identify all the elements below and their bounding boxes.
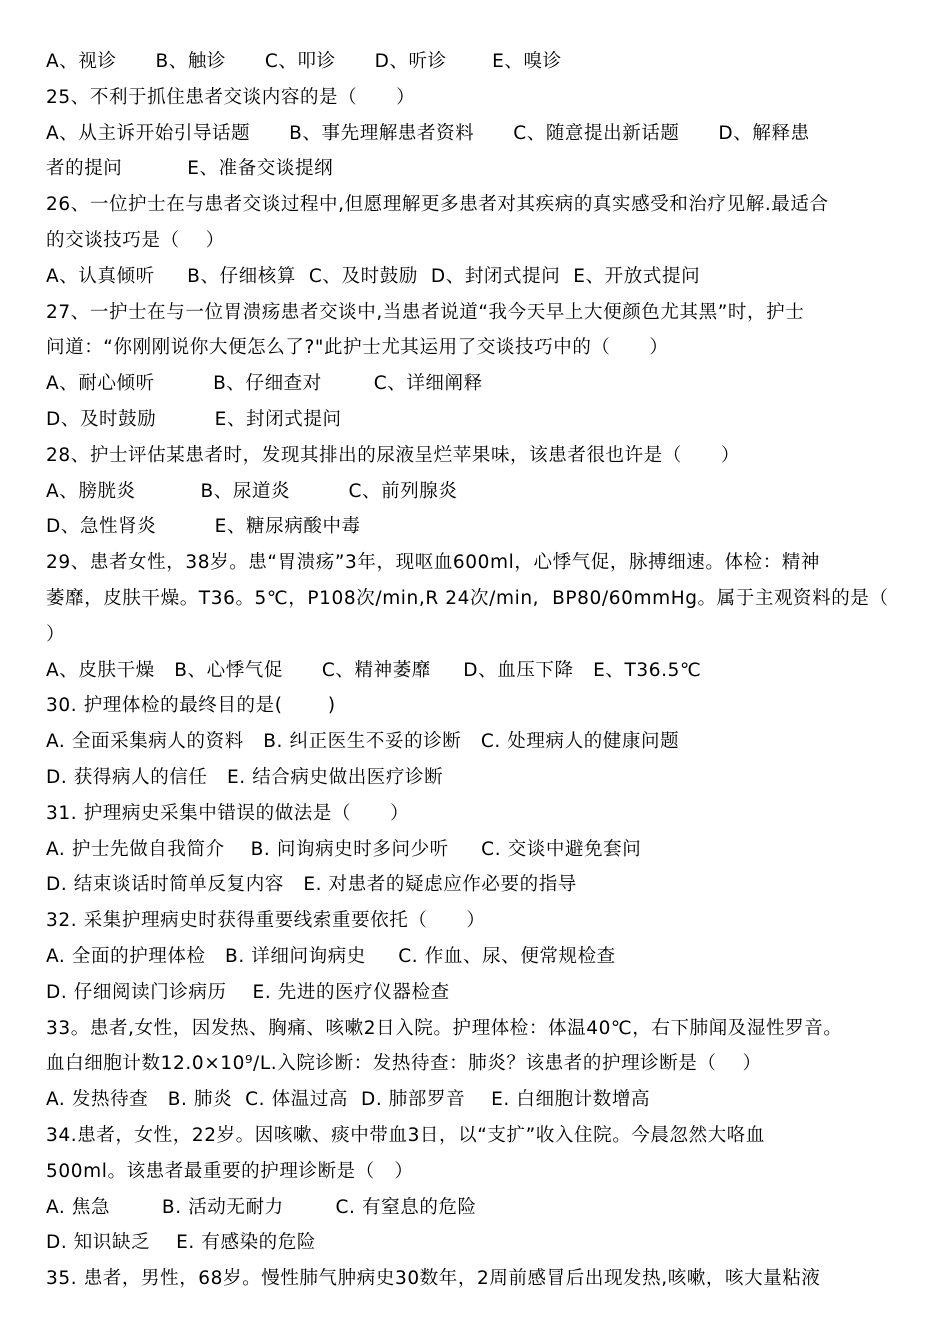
text-line: A. 全面的护理体检 B. 详细问询病史 C. 作血、尿、便常规检查 — [46, 945, 616, 967]
text-line: 35. 患者，男性，68岁。慢性肺气肿病史30数年，2周前感冒后出现发热,咳嗽，咳大量粘液 — [46, 1268, 821, 1290]
text-line: 31. 护理病史采集中错误的做法是（ ） — [46, 802, 410, 824]
text-line: A、膀胱炎 B、尿道炎 C、前列腺炎 — [46, 480, 458, 502]
text-line: A、从主诉开始引导话题 B、事先理解患者资料 C、随意提出新话题 D、解释患 — [46, 122, 810, 144]
text-line: 25、不利于抓住患者交谈内容的是（ ） — [46, 86, 416, 108]
text-line: A、耐心倾听 B、仔细查对 C、详细阐释 — [46, 373, 483, 395]
text-line: 者的提问 E、准备交谈提纲 — [46, 158, 334, 180]
text-line: 29、患者女性，38岁。患“胃溃疡”3年，现呕血600ml，心悸气促，脉搏细速。体检：精神 — [46, 552, 820, 574]
text-line: 27、一护士在与一位胃溃疡患者交谈中,当患者说道“我今天早上大便颜色尤其黑”时，护士 — [46, 301, 805, 323]
text-line: A、皮肤干燥 B、心悸气促 C、精神萎靡 D、血压下降 E、T36.5℃ — [46, 659, 702, 681]
text-line: A、视诊 B、触诊 C、叩诊 D、听诊 E、嗅诊 — [46, 51, 562, 72]
text-line: D. 结束谈话时简单反复内容 E. 对患者的疑虑应作必要的指导 — [46, 874, 577, 896]
text-line: D、急性肾炎 E、糖尿病酸中毒 — [46, 516, 361, 538]
text-line: 33。患者,女性，因发热、胸痛、咳嗽2日入院。护理体检：体温40℃，右下肺闻及湿性罗音。 — [46, 1017, 843, 1039]
text-line: 萎靡，皮肤干燥。T36。5℃，P108次/min,R 24次/min, BP80/60mmHg。属于主观资料的是（ — [46, 587, 889, 609]
text-line: A. 全面采集病人的资料 B. 纠正医生不妥的诊断 C. 处理病人的健康问题 — [46, 731, 680, 753]
text-line: D. 知识缺乏 E. 有感染的危险 — [46, 1232, 316, 1254]
text-line: A. 发热待查 B. 肺炎 C. 体温过高 D. 肺部罗音 E. 白细胞计数增高 — [46, 1089, 651, 1111]
text-line: D、及时鼓励 E、封闭式提问 — [46, 408, 342, 430]
text-line: 26、一位护士在与患者交谈过程中,但愿理解更多患者对其疾病的真实感受和治疗见解.最适合 — [46, 194, 829, 216]
text-line: 500ml。该患者最重要的护理诊断是（ ） — [46, 1160, 414, 1182]
text-line: 问道：“你刚刚说你大便怎么了?"此护士尤其运用了交谈技巧中的（ ） — [46, 337, 669, 359]
text-line: 28、护士评估某患者时，发现其排出的尿液呈烂苹果味，该患者很也许是（ ） — [46, 444, 740, 466]
text-line: 34.患者，女性，22岁。因咳嗽、痰中带血3日，以“支扩”收入住院。今晨忽然大咯血 — [46, 1124, 766, 1146]
text-line: ） — [46, 623, 66, 645]
text-line: 30. 护理体检的最终目的是( ) — [46, 695, 336, 717]
text-line: A. 焦急 B. 活动无耐力 C. 有窒息的危险 — [46, 1196, 477, 1218]
text-line: D. 获得病人的信任 E. 结合病史做出医疗诊断 — [46, 766, 444, 788]
text-line: 血白细胞计数12.0×10⁹/L.入院诊断：发热待查：肺炎？该患者的护理诊断是（ ） — [46, 1053, 762, 1075]
text-line: 的交谈技巧是（ ） — [46, 229, 225, 251]
text-line: A. 护士先做自我简介 B. 问询病史时多问少听 C. 交谈中避免套问 — [46, 838, 642, 860]
text-line: A、认真倾听 B、仔细核算 C、及时鼓励 D、封闭式提问 E、开放式提问 — [46, 265, 701, 287]
text-line: D. 仔细阅读门诊病历 E. 先进的医疗仪器检查 — [46, 981, 450, 1003]
text-line: 32. 采集护理病史时获得重要线索重要依托（ ） — [46, 910, 486, 932]
